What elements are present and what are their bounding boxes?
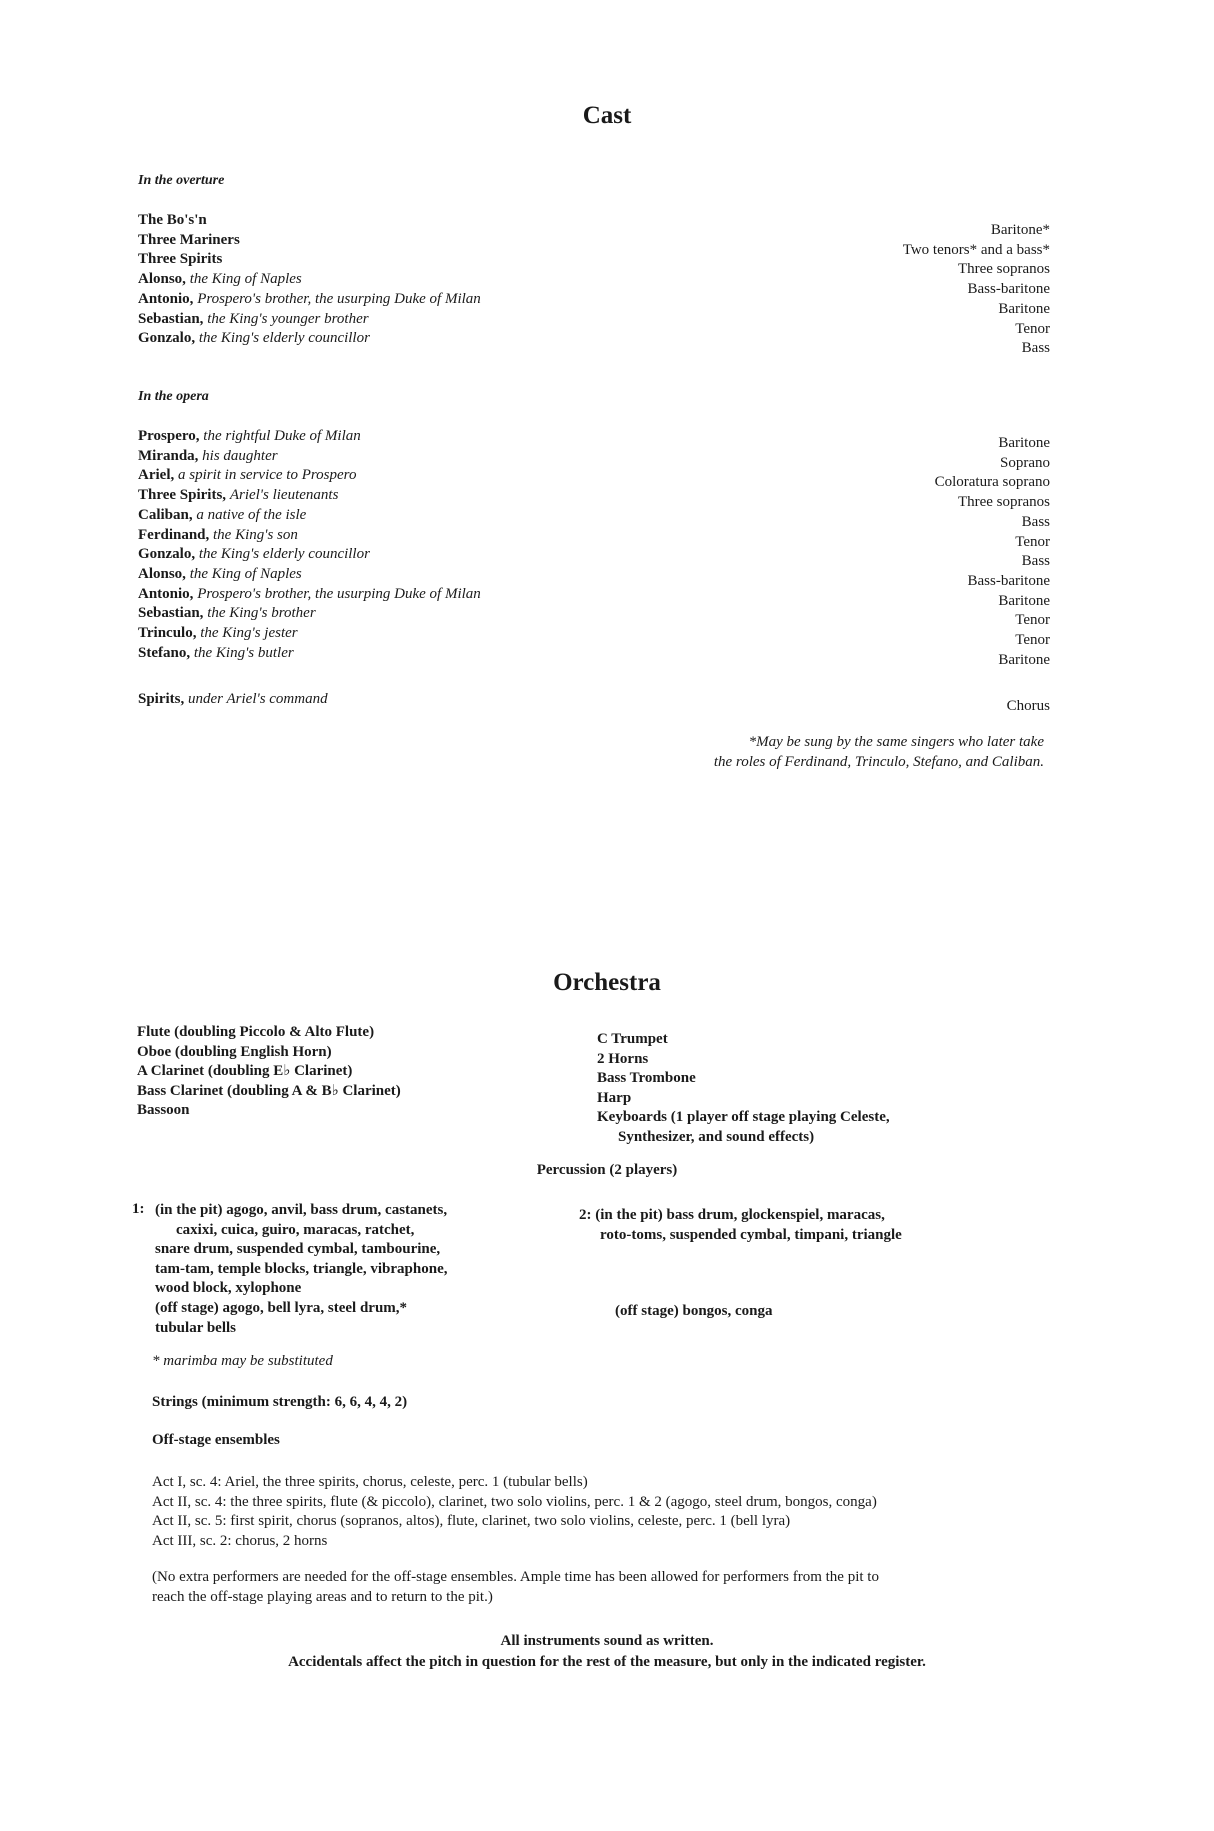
cast-title: Cast — [582, 102, 632, 129]
closing-line: Accidentals affect the pitch in question for the rest of the measure, but only in the indicated register. — [288, 1654, 926, 1670]
voice-item: Two tenors* and a bass* — [902, 241, 1050, 258]
voice-item: Baritone — [998, 435, 1050, 451]
role-bosun: The Bo's'n — [138, 212, 207, 228]
instrument-item: Bass Clarinet (doubling A & B♭ Clarinet) — [137, 1082, 401, 1099]
voice-item: Baritone — [998, 592, 1050, 609]
instrument-item: Bass Trombone — [597, 1070, 696, 1087]
opera-label: In the opera — [138, 389, 209, 404]
perc-line: wood block, xylophone — [155, 1280, 302, 1297]
offstage-list — [152, 1473, 877, 1551]
perc1-number: 1: — [132, 1201, 145, 1217]
instrument-item: Oboe (doubling English Horn) — [137, 1043, 332, 1060]
overture-voices — [903, 221, 1050, 359]
voice-chorus: Chorus — [1006, 698, 1050, 714]
instrument-item: Harp — [597, 1089, 632, 1106]
closing-line: All instruments sound as written. — [500, 1633, 714, 1649]
perc1-list — [155, 1201, 447, 1338]
footnote-line: the roles of Ferdinand, Trinculo, Stefano, and Caliban. — [713, 754, 1044, 770]
perc-line: tubular bells — [155, 1319, 236, 1336]
brass-keys-list — [597, 1030, 890, 1148]
voice-item: Baritone — [998, 300, 1050, 317]
role-prospero: Prospero, the rightful Duke of Milan — [138, 428, 361, 444]
performer-note — [152, 1568, 879, 1607]
perc-line: (off stage) agogo, bell lyra, steel drum,* — [155, 1299, 408, 1316]
role-antonio: Antonio, Prospero's brother, the usurping Duke of Milan — [138, 290, 481, 307]
role-alonso: Alonso, the King of Naples — [138, 271, 302, 288]
offstage-line: Act II, sc. 4: the three spirits, flute (& piccolo), clarinet, two solo violins, perc. 1 & 2 (agogo, steel drum, bongos, conga) — [152, 1493, 877, 1510]
instrument-item: Flute (doubling Piccolo & Alto Flute) — [137, 1024, 375, 1040]
note-line: (No extra performers are needed for the off-stage ensembles. Ample time has been allowed for performers from the pit to — [152, 1569, 879, 1585]
voice-item: Bass — [1021, 513, 1050, 530]
voice-item: Tenor — [1015, 632, 1050, 649]
cast-footnote — [714, 732, 1044, 772]
orchestra-title: Orchestra — [553, 969, 661, 996]
role-antonio: Antonio, Prospero's brother, the usurping Duke of Milan — [138, 585, 481, 602]
percussion-heading: Percussion (2 players) — [536, 1162, 678, 1178]
perc-line: (in the pit) agogo, anvil, bass drum, castanets, — [155, 1202, 448, 1218]
perc2-block — [579, 1206, 902, 1245]
opera-voices — [935, 434, 1050, 670]
perc-line: 2: (in the pit) bass drum, glockenspiel, maracas, — [579, 1207, 885, 1223]
offstage-line: Act I, sc. 4: Ariel, the three spirits, chorus, celeste, perc. 1 (tubular bells) — [152, 1474, 588, 1490]
footnote-line: *May be sung by the same singers who later take — [748, 734, 1044, 750]
role-gonzalo: Gonzalo, the King's elderly councillor — [138, 546, 370, 563]
voice-item: Bass-baritone — [967, 572, 1050, 589]
instrument-item: Bassoon — [137, 1102, 190, 1119]
role-mariners: Three Mariners — [138, 231, 240, 248]
voice-item: Bass — [1021, 553, 1050, 570]
offstage-line: Act II, sc. 5: first spirit, chorus (sopranos, altos), flute, clarinet, two solo violins, celeste, perc. 1 (bell lyra) — [152, 1513, 791, 1530]
perc2-offstage: (off stage) bongos, conga — [615, 1303, 773, 1319]
perc-line: tam-tam, temple blocks, triangle, vibraphone, — [155, 1260, 448, 1277]
voice-item: Baritone — [998, 651, 1050, 668]
role-stefano: Stefano, the King's butler — [138, 644, 294, 661]
overture-roles — [138, 211, 481, 349]
instrument-item: 2 Horns — [597, 1050, 649, 1067]
overture-label: In the overture — [138, 173, 225, 188]
role-ariel: Ariel, a spirit in service to Prospero — [138, 467, 357, 484]
role-sebastian: Sebastian, the King's brother — [138, 605, 316, 622]
perc-line: roto-toms, suspended cymbal, timpani, triangle — [600, 1226, 902, 1243]
role-caliban: Caliban, a native of the isle — [138, 506, 307, 523]
voice-item: Soprano — [1000, 454, 1050, 471]
voice-item: Bass-baritone — [967, 281, 1050, 298]
opera-roles — [138, 427, 481, 663]
role-miranda: Miranda, his daughter — [138, 447, 278, 464]
instrument-item: C Trumpet — [597, 1031, 668, 1047]
voice-item: Baritone* — [990, 222, 1050, 238]
woodwinds-list — [137, 1023, 401, 1121]
role-alonso: Alonso, the King of Naples — [138, 565, 302, 582]
voice-item: Three sopranos — [957, 494, 1050, 511]
instrument-item: A Clarinet (doubling E♭ Clarinet) — [137, 1063, 353, 1080]
role-trinculo: Trinculo, the King's jester — [138, 625, 298, 642]
voice-item: Bass — [1021, 340, 1050, 357]
instrument-item: Synthesizer, and sound effects) — [618, 1128, 815, 1145]
voice-item: Three sopranos — [957, 261, 1050, 278]
voice-item: Tenor — [1015, 533, 1050, 550]
marimba-note: * marimba may be substituted — [152, 1353, 333, 1369]
voice-item: Tenor — [1015, 612, 1050, 629]
voice-item: Tenor — [1015, 320, 1050, 337]
closing-note — [0, 1631, 1214, 1673]
perc-line: snare drum, suspended cymbal, tambourine, — [155, 1241, 441, 1258]
role-gonzalo: Gonzalo, the King's elderly councillor — [138, 330, 370, 347]
voice-item: Coloratura soprano — [934, 474, 1050, 491]
note-line: reach the off-stage playing areas and to return to the pit.) — [152, 1588, 493, 1605]
role-three-spirits: Three Spirits, Ariel's lieutenants — [138, 487, 339, 504]
perc-line: caxixi, cuica, guiro, maracas, ratchet, — [176, 1221, 415, 1238]
strings-line: Strings (minimum strength: 6, 6, 4, 4, 2) — [152, 1394, 408, 1410]
role-ferdinand: Ferdinand, the King's son — [138, 526, 298, 543]
role-spirits: Three Spirits — [138, 251, 223, 268]
offstage-heading: Off-stage ensembles — [152, 1432, 280, 1448]
instrument-item: Keyboards (1 player off stage playing Celeste, — [597, 1109, 890, 1126]
offstage-line: Act III, sc. 2: chorus, 2 horns — [152, 1532, 328, 1549]
role-sebastian: Sebastian, the King's younger brother — [138, 310, 369, 327]
role-chorus-spirits: Spirits, under Ariel's command — [138, 691, 328, 707]
